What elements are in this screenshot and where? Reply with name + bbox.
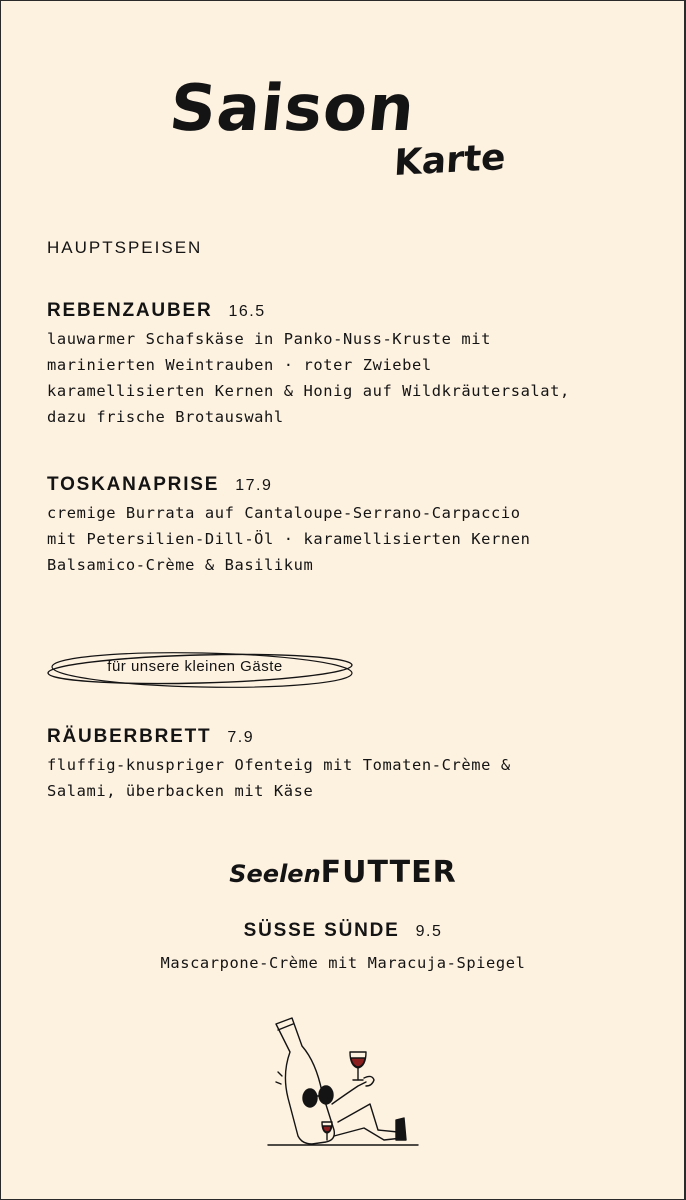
dish-suesse-suende [0,920,686,976]
dish-description: Mascarpone-Crème mit Maracuja-Spiegel [160,954,526,972]
dish-description: cremige Burrata auf Cantaloupe-Serrano-Carpaccio mit Petersilien-Dill-Öl · karamellisierten Kernen Balsamico-Crème & Basilikum [47,504,531,574]
dish-price: 17.9 [235,477,273,494]
wine-bottle-character-icon [266,1012,426,1152]
dish-name: RÄUBERBRETT [47,726,212,747]
dish-header [47,474,647,496]
dessert-section-title [0,855,686,890]
dish-toskanaprise [47,474,647,578]
section-heading-main-courses: HAUPTSPEISEN [47,238,203,257]
dish-header [47,300,647,322]
dish-header [47,726,647,748]
dish-price: 9.5 [415,923,443,940]
dish-name: SÜSSE SÜNDE [243,920,400,941]
menu-subtitle: Karte [392,136,507,185]
dish-price: 7.9 [227,729,255,746]
dish-price: 16.5 [228,303,266,320]
dish-name: TOSKANAPRISE [47,474,220,495]
menu-title: Saison [166,72,419,146]
dessert-title-part2: FUTTER [320,855,457,890]
kids-label-text: für unsere kleinen Gäste [107,658,283,675]
dish-description: fluffig-knuspriger Ofenteig mit Tomaten-Crème & Salami, überbacken mit Käse [47,756,511,800]
dish-rebenzauber [47,300,647,430]
dessert-title-part1: Seelen [229,860,321,888]
kids-section-label [45,648,360,692]
dish-raeuberbrett [47,726,647,804]
dish-description: lauwarmer Schafskäse in Panko-Nuss-Kruste mit marinierten Weintrauben · roter Zwiebel karamellisierten Kernen & Honig auf Wildkräutersalat, dazu frische Brotauswahl [47,330,570,426]
dish-name: REBENZAUBER [47,300,213,321]
dish-header [0,920,686,942]
